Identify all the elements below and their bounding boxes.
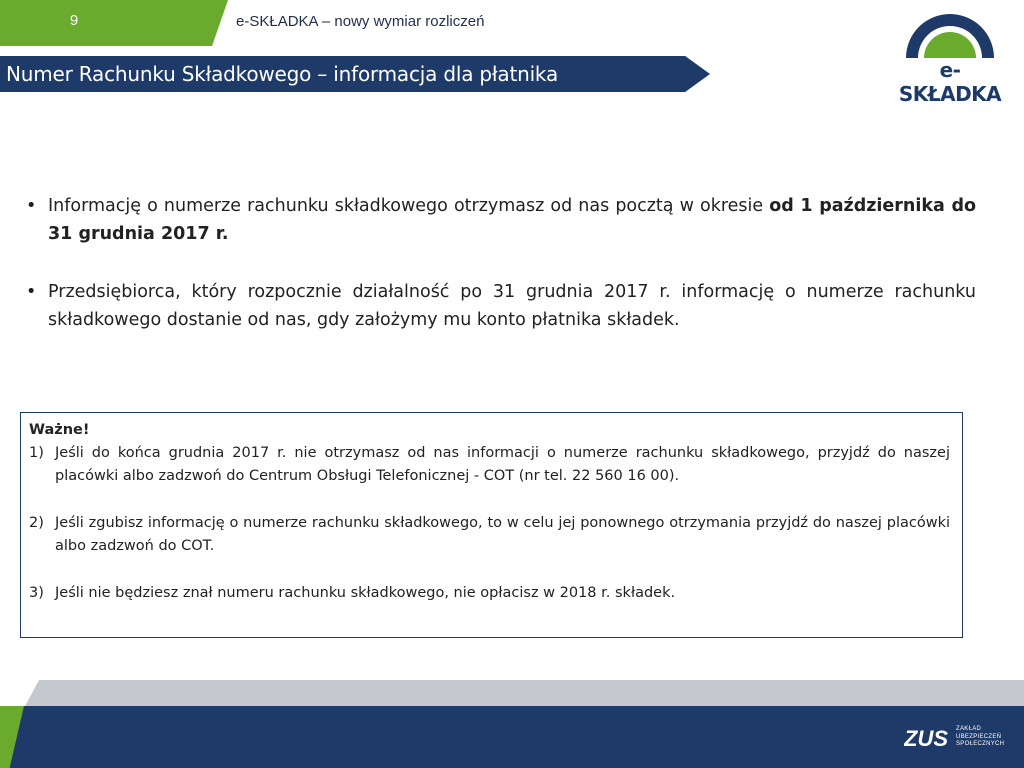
note-item — [29, 582, 950, 605]
note-item-text: Jeśli do końca grudnia 2017 r. nie otrzymasz od nas informacji o numerze rachunku składkowego, przyjdź do naszej placówki albo zadzwoń do Centrum Obsługi Telefonicznej - COT (nr tel. 22 560 16 00). — [55, 445, 950, 484]
bullet-text: Przedsiębiorca, który rozpocznie działalność po 31 grudnia 2017 r. informację o numerze rachunku składkowego dostanie od nas, gdy założymy mu konto płatnika składek. — [48, 282, 976, 330]
note-heading: Ważne! — [29, 422, 90, 438]
bullet-item — [26, 192, 976, 248]
bullet-list — [26, 192, 976, 334]
footer-navy-band — [0, 706, 1024, 768]
bullet-dot-icon: • — [26, 282, 37, 302]
important-note-box — [20, 412, 963, 638]
bullet-text: Informację o numerze rachunku składkowego otrzymasz od nas pocztą w okresie — [48, 196, 770, 216]
note-item-number: 3) — [29, 585, 44, 601]
zus-logo-text: ZUS — [904, 726, 948, 751]
footer-grey-band — [24, 680, 1024, 708]
note-item-text: Jeśli nie będziesz znał numeru rachunku składkowego, nie opłacisz w 2018 r. składek. — [55, 585, 676, 601]
zus-institution-name — [956, 726, 1004, 749]
zus-line-2: UBEZPIECZEŃ — [956, 733, 1002, 740]
zus-line-1: ZAKŁAD — [956, 726, 982, 732]
note-item-number: 1) — [29, 445, 44, 461]
note-item-number: 2) — [29, 515, 44, 531]
bullet-dot-icon: • — [26, 196, 37, 216]
header-green-tab — [0, 0, 228, 46]
page-number: 9 — [69, 12, 79, 29]
zus-line-3: SPOŁECZNYCH — [956, 741, 1005, 747]
bullet-bold-text: od 1 października do 31 grudnia 2017 r. — [48, 196, 976, 244]
note-item-text: Jeśli zgubisz informację o numerze rachunku składkowego, to w celu jej ponownego otrzymania przyjdź do naszej placówki albo zadzwoń do COT. — [55, 515, 950, 554]
note-item — [29, 512, 950, 558]
zus-logo-icon — [904, 724, 948, 752]
note-item — [29, 442, 950, 488]
header-title: e-SKŁADKA – nowy wymiar rozliczeń — [236, 13, 485, 30]
bullet-item — [26, 278, 976, 334]
logo-wordmark: e-SKŁADKA — [898, 58, 1002, 106]
slide-title: Numer Rachunku Składkowego – informacja dla płatnika — [6, 62, 559, 86]
